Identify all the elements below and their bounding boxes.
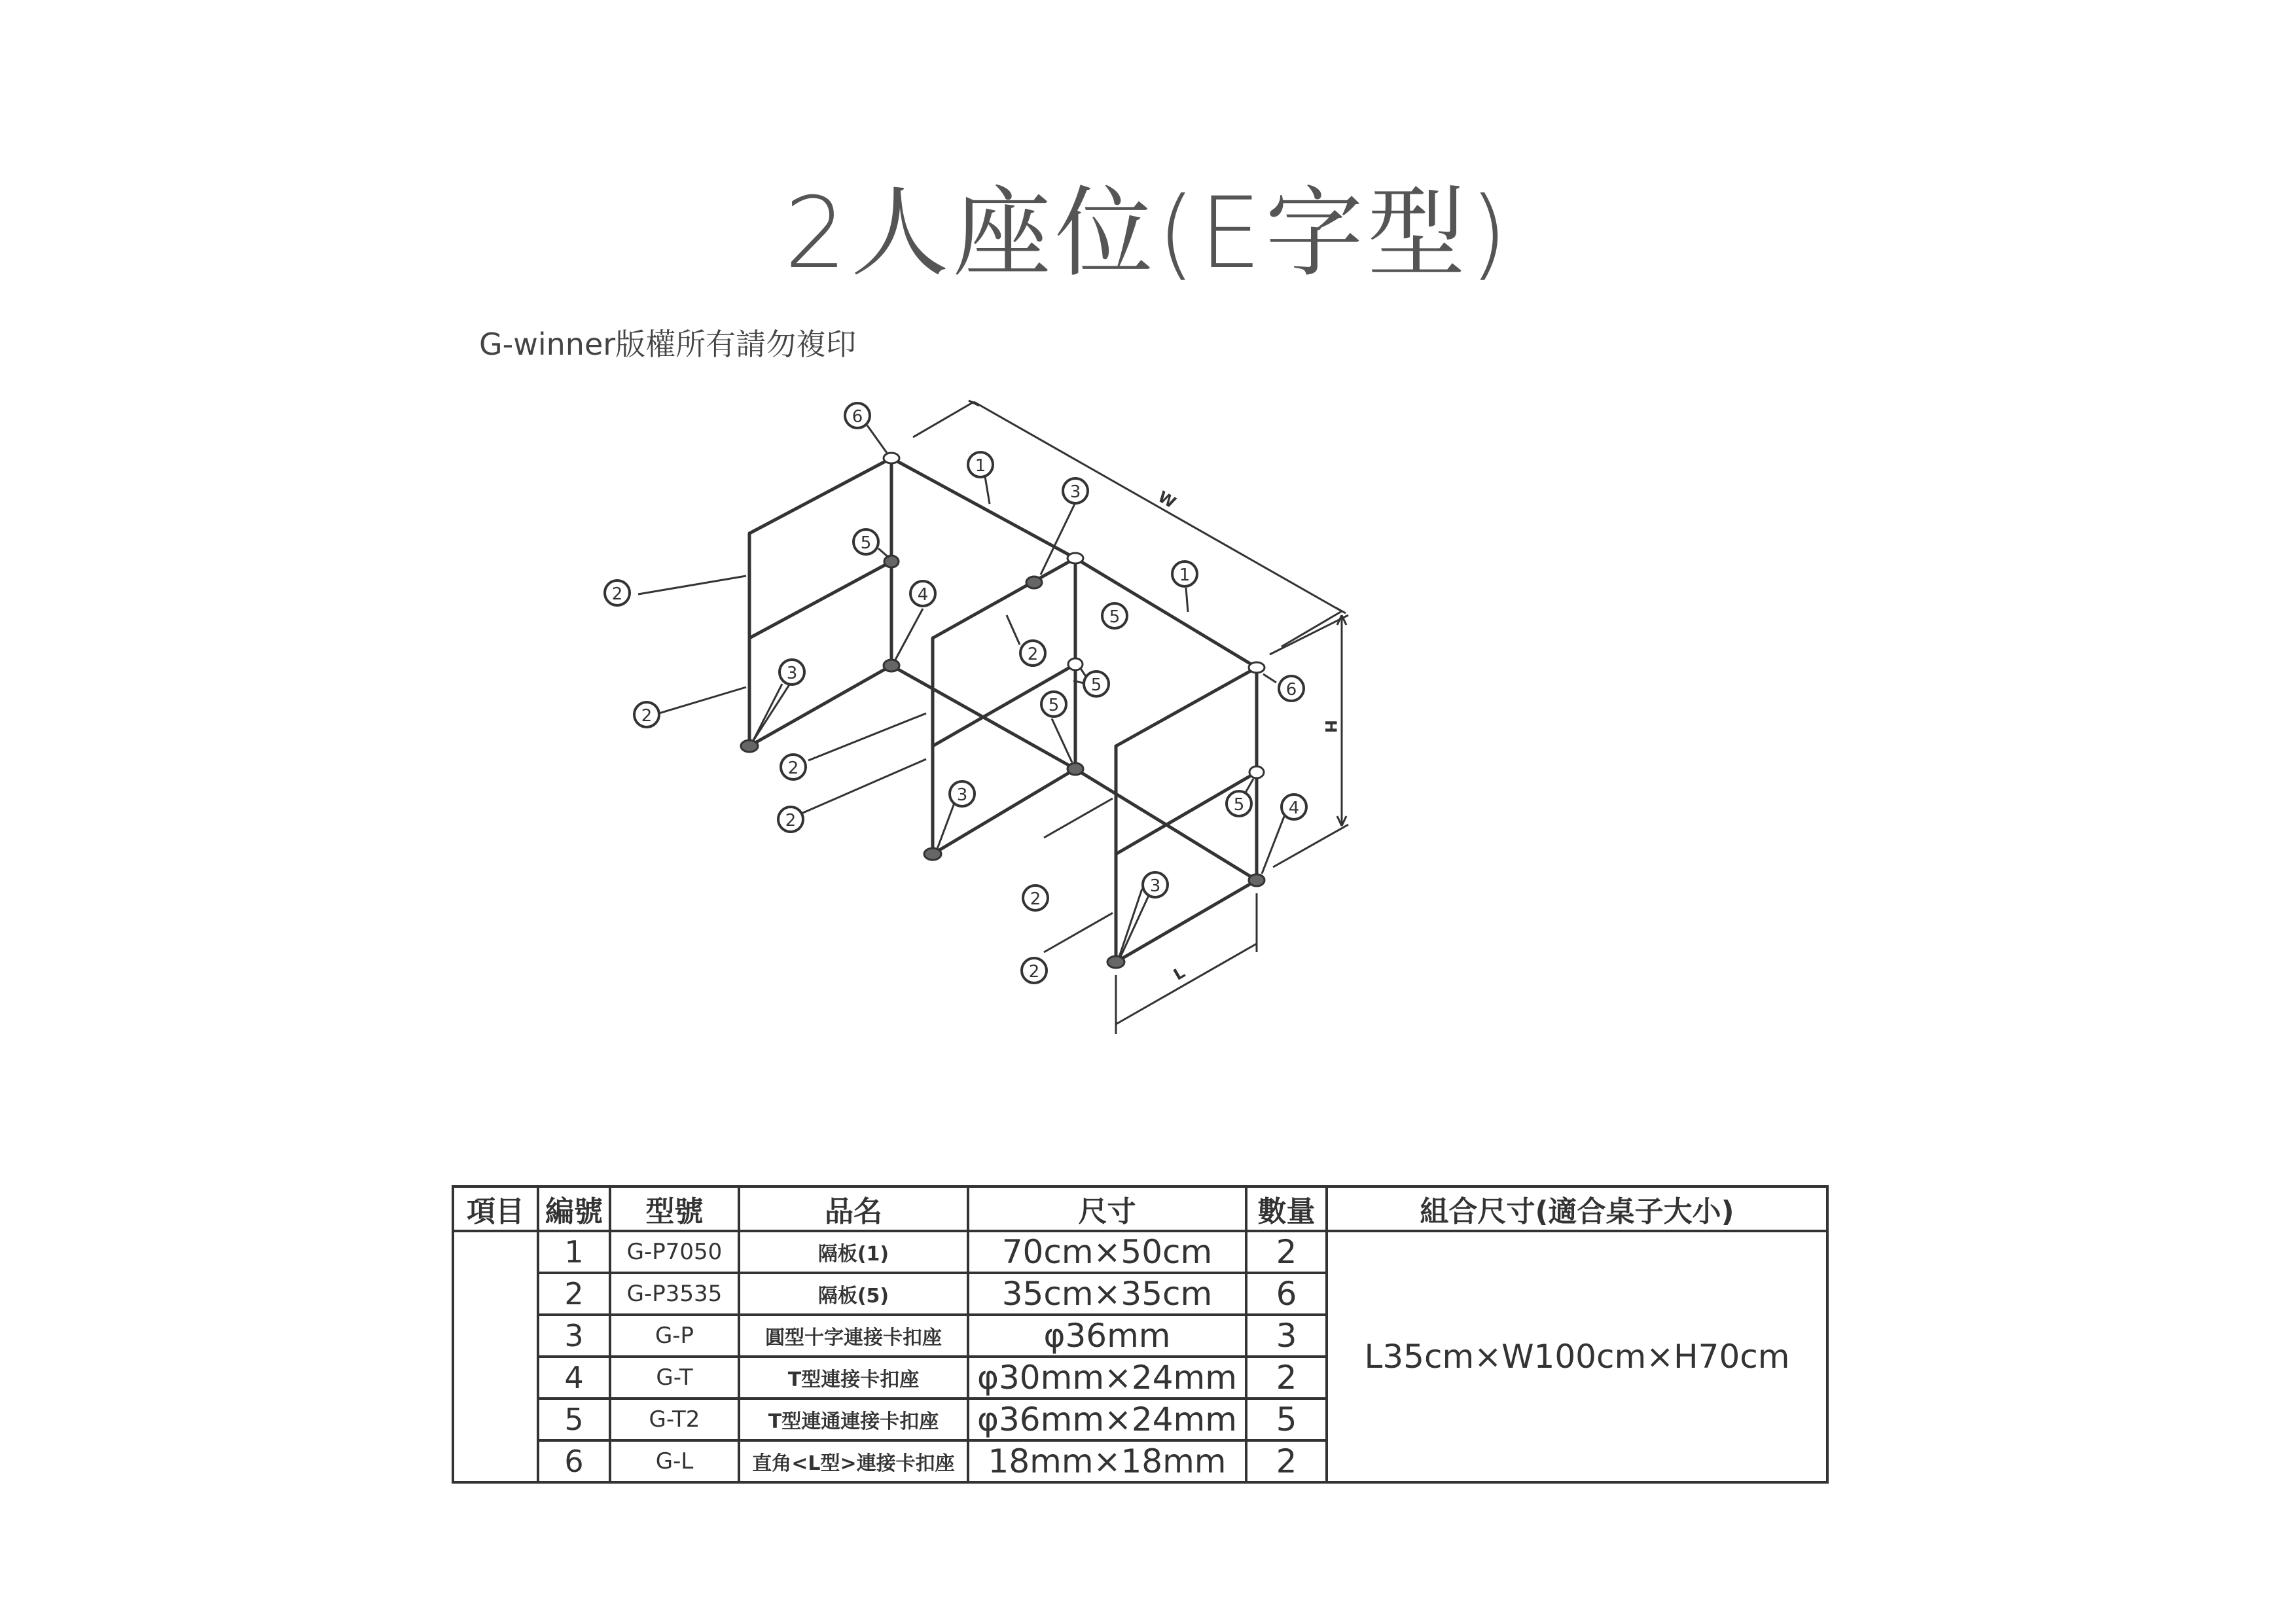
cell-name: T型連接卡扣座 [739,1357,968,1399]
callout-6 [845,403,870,428]
cell-model: G-P7050 [610,1231,739,1273]
svg-text:3: 3 [786,664,798,683]
callout-4 [1282,794,1306,819]
connector-node [1067,763,1083,775]
callout-3 [1063,478,1088,503]
panel-frame [749,458,1257,962]
header-name: 品名 [739,1186,968,1231]
page-title: 2人座位(E字型) [784,177,1512,291]
callout-5 [1084,671,1109,696]
cell-quantity: 2 [1246,1231,1327,1273]
leader-lines [638,425,1285,957]
callout-1 [968,452,993,477]
connector-node [884,453,899,463]
cell-name: 隔板(1) [739,1231,968,1273]
parts-table [452,1185,1829,1484]
dimension-lines [913,401,1348,1034]
cell-size: 70cm×50cm [968,1231,1246,1273]
cell-quantity: 5 [1246,1399,1327,1440]
cell-size: φ30mm×24mm [968,1357,1246,1399]
cell-number: 6 [538,1440,610,1482]
svg-text:4: 4 [917,585,929,605]
connector-node [1249,874,1265,886]
svg-text:2: 2 [1030,889,1041,909]
svg-text:5: 5 [1048,696,1060,715]
callout-2 [1022,958,1047,983]
callout-6 [1279,676,1304,701]
header-item: 項目 [453,1186,538,1231]
callout-markers [605,403,1306,983]
svg-text:1: 1 [975,456,986,476]
cell-name: 直角<L型>連接卡扣座 [739,1440,968,1482]
callout-4 [910,581,935,606]
cell-number: 5 [538,1399,610,1440]
svg-text:6: 6 [852,407,863,427]
svg-text:2: 2 [1027,645,1039,664]
cell-size: φ36mm [968,1315,1246,1357]
callout-3 [780,660,804,685]
cell-model: G-T2 [610,1399,739,1440]
cell-number: 4 [538,1357,610,1399]
svg-text:5: 5 [860,533,872,553]
connector-node [741,740,758,752]
svg-text:2: 2 [641,706,653,726]
cell-quantity: 6 [1246,1273,1327,1315]
dimension-w-label: W [1155,487,1179,512]
cell-name: T型連通連接卡扣座 [739,1399,968,1440]
copyright-notice: G-winner版權所有請勿複印 [479,327,857,362]
header-quantity: 數量 [1246,1186,1327,1231]
svg-text:3: 3 [956,785,968,805]
connector-node [1249,766,1264,778]
callout-2 [1020,641,1045,666]
svg-text:4: 4 [1288,798,1300,818]
cell-number: 3 [538,1315,610,1357]
connector-nodes [741,453,1265,968]
cell-size: φ36mm×24mm [968,1399,1246,1440]
item-cell [453,1231,538,1482]
connector-node [1067,553,1083,563]
dimension-h-label: H [1321,720,1340,734]
callout-5 [1041,692,1066,717]
svg-text:2: 2 [611,584,623,604]
svg-text:5: 5 [1090,675,1102,695]
callout-3 [950,781,975,806]
header-model: 型號 [610,1186,739,1231]
svg-text:3: 3 [1069,482,1081,502]
callout-1 [1172,562,1197,586]
svg-text:1: 1 [1179,565,1191,585]
callout-2 [634,702,659,727]
table-header-row [453,1186,1827,1231]
header-size: 尺寸 [968,1186,1246,1231]
dimension-l-label: L [1170,963,1189,984]
callout-5 [1102,603,1127,628]
callout-2 [1023,885,1048,910]
callout-5 [853,529,878,554]
cell-size: 35cm×35cm [968,1273,1246,1315]
cell-model: G-P3535 [610,1273,739,1315]
svg-text:5: 5 [1109,607,1121,627]
callout-2 [778,807,803,832]
header-number: 編號 [538,1186,610,1231]
svg-text:3: 3 [1149,876,1161,896]
cell-quantity: 2 [1246,1357,1327,1399]
cell-quantity: 2 [1246,1440,1327,1482]
svg-text:2: 2 [785,811,797,830]
svg-text:5: 5 [1233,795,1245,815]
cell-model: G-T [610,1357,739,1399]
header-combined-size: 組合尺寸(適合桌子大小) [1327,1186,1827,1231]
cell-model: G-L [610,1440,739,1482]
table-row [453,1231,1827,1273]
svg-text:2: 2 [1028,962,1040,982]
combined-size-cell: L35cm×W100cm×H70cm [1327,1231,1827,1482]
connector-node [1249,662,1265,673]
cell-number: 2 [538,1273,610,1315]
cell-number: 1 [538,1231,610,1273]
callout-2 [781,755,806,779]
svg-text:6: 6 [1285,680,1297,700]
cell-name: 隔板(5) [739,1273,968,1315]
cell-model: G-P [610,1315,739,1357]
cell-quantity: 3 [1246,1315,1327,1357]
connector-node [1107,956,1124,968]
connector-node [924,848,941,860]
cell-size: 18mm×18mm [968,1440,1246,1482]
callout-2 [605,580,630,605]
callout-5 [1227,791,1251,816]
connector-node [1026,577,1042,588]
connector-node [884,556,899,567]
cell-name: 圓型十字連接卡扣座 [739,1315,968,1357]
callout-3 [1143,872,1168,897]
connector-node [884,660,899,671]
svg-text:2: 2 [787,758,799,778]
